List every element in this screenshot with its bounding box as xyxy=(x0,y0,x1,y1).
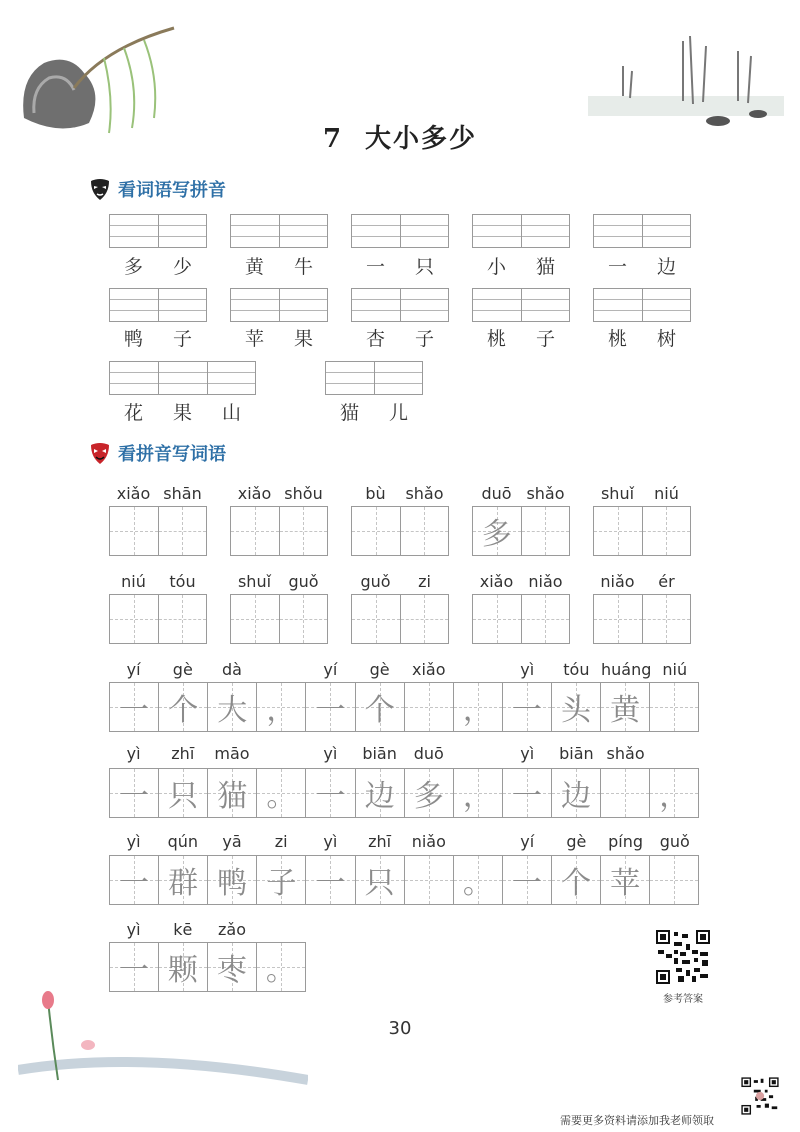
guide-char: 黄 xyxy=(610,693,641,728)
vocab-char: 鸭 xyxy=(123,328,143,350)
opera-mask-red-icon xyxy=(88,441,112,465)
pinyin-text: xiǎo xyxy=(412,660,446,679)
grid-divider xyxy=(521,215,522,247)
tianzige-box[interactable] xyxy=(208,769,257,817)
guide-char: 一 xyxy=(315,779,346,814)
pinyin-text: shǎo xyxy=(606,744,645,763)
pinyin-text: zi xyxy=(418,572,431,591)
qr-label: 参考答案 xyxy=(663,994,703,1005)
guide-char: 。 xyxy=(266,779,297,814)
grid-divider xyxy=(207,362,208,394)
guide-char: 一 xyxy=(511,693,542,728)
guide-char: 苹 xyxy=(610,866,641,901)
section-heading-text: 看词语写拼音 xyxy=(118,180,226,201)
pinyin-text: guǒ xyxy=(659,832,690,851)
vocab-word xyxy=(351,324,449,351)
pinyin-writing-grid[interactable] xyxy=(230,214,328,248)
guide-char: 只 xyxy=(364,866,395,901)
lesson-title xyxy=(0,118,800,155)
section-heading-look-pinyin xyxy=(88,440,226,466)
qr-code-icon[interactable] xyxy=(740,1076,780,1116)
vocab-char: 桃 xyxy=(486,328,506,350)
vocab-word xyxy=(593,252,691,279)
pinyin-text: yì xyxy=(126,832,141,851)
section-heading-text: 看拼音写词语 xyxy=(118,444,226,465)
tianzige-box[interactable] xyxy=(257,683,306,731)
pinyin-text: shǎo xyxy=(405,484,444,503)
tianzige-box[interactable] xyxy=(650,856,698,904)
qr-code-icon[interactable] xyxy=(654,928,712,986)
pinyin-text: yì xyxy=(520,744,535,763)
vocab-word xyxy=(109,252,207,279)
tianzige-word-boxes[interactable] xyxy=(230,594,328,644)
pinyin-writing-grid[interactable] xyxy=(472,288,570,322)
vocab-word xyxy=(325,398,423,425)
vocab-char: 边 xyxy=(656,256,676,278)
tianzige-box[interactable] xyxy=(159,507,207,555)
tianzige-box[interactable] xyxy=(231,507,280,555)
pinyin-text: niú xyxy=(121,572,146,591)
guide-char: 边 xyxy=(561,779,592,814)
grid-divider xyxy=(158,362,159,394)
pinyin-text: guǒ xyxy=(288,572,319,591)
tianzige-box[interactable] xyxy=(208,943,257,991)
tianzige-box[interactable] xyxy=(522,595,570,643)
tianzige-word-boxes[interactable] xyxy=(109,594,207,644)
pinyin-text: dà xyxy=(222,660,242,679)
tianzige-box[interactable] xyxy=(280,595,328,643)
vocab-char: 猫 xyxy=(339,402,359,424)
pinyin-text: qún xyxy=(167,832,198,851)
pinyin-text: yí xyxy=(520,832,535,851)
lesson-title-text: 大小多少 xyxy=(365,124,478,154)
vocab-word xyxy=(109,324,207,351)
pinyin-text: bù xyxy=(365,484,386,503)
tianzige-box[interactable] xyxy=(552,683,601,731)
vocab-char: 只 xyxy=(414,256,434,278)
pinyin-text: tóu xyxy=(169,572,196,591)
vocab-char: 小 xyxy=(486,256,506,278)
vocab-char: 桃 xyxy=(607,328,627,350)
tianzige-box[interactable] xyxy=(159,683,208,731)
tianzige-sentence-boxes[interactable] xyxy=(109,855,699,905)
pinyin-text: māo xyxy=(214,744,250,763)
vocab-char: 牛 xyxy=(293,256,313,278)
grid-divider xyxy=(521,289,522,321)
pinyin-text: yí xyxy=(323,660,338,679)
guide-char: ， xyxy=(462,693,493,728)
pinyin-text: yì xyxy=(323,832,338,851)
tianzige-box[interactable] xyxy=(601,769,650,817)
pinyin-text: niǎo xyxy=(528,572,563,591)
vocab-char: 少 xyxy=(172,256,192,278)
pinyin-text: gè xyxy=(566,832,587,851)
guide-char: ， xyxy=(266,693,297,728)
tianzige-box[interactable] xyxy=(454,683,503,731)
tianzige-box[interactable] xyxy=(643,595,691,643)
opera-mask-icon xyxy=(88,177,112,201)
tianzige-box[interactable] xyxy=(356,856,405,904)
pinyin-text: duō xyxy=(413,744,444,763)
guide-char: ， xyxy=(659,779,690,814)
tianzige-box[interactable] xyxy=(352,595,401,643)
grid-divider xyxy=(400,215,401,247)
tianzige-box[interactable] xyxy=(110,683,159,731)
tianzige-sentence-boxes[interactable] xyxy=(109,942,306,992)
pinyin-writing-grid[interactable] xyxy=(472,214,570,248)
guide-char: 枣 xyxy=(216,953,247,988)
pinyin-writing-grid[interactable] xyxy=(109,288,207,322)
pinyin-text: biān xyxy=(362,744,397,763)
tianzige-word-boxes[interactable] xyxy=(472,506,570,556)
tianzige-box[interactable] xyxy=(454,856,503,904)
tianzige-box[interactable] xyxy=(110,769,159,817)
vocab-char: 果 xyxy=(293,328,313,350)
pinyin-text: zhī xyxy=(171,744,195,763)
vocab-char: 儿 xyxy=(388,402,408,424)
vocab-word xyxy=(230,252,328,279)
pinyin-text: duō xyxy=(481,484,512,503)
tianzige-box[interactable] xyxy=(352,507,401,555)
vocab-char: 山 xyxy=(221,402,241,424)
pinyin-text: xiǎo xyxy=(479,572,514,591)
pinyin-writing-grid[interactable] xyxy=(593,288,691,322)
pinyin-text: xiǎo xyxy=(237,484,272,503)
tianzige-box[interactable] xyxy=(401,595,449,643)
section-heading-look-words xyxy=(88,176,226,202)
guide-char: 一 xyxy=(315,693,346,728)
pinyin-text: biān xyxy=(559,744,594,763)
vocab-word xyxy=(593,324,691,351)
tianzige-box[interactable] xyxy=(405,683,454,731)
pinyin-text: huáng xyxy=(601,660,652,679)
guide-char: 。 xyxy=(265,953,296,988)
tianzige-box[interactable] xyxy=(280,507,328,555)
grid-divider xyxy=(400,289,401,321)
pinyin-writing-grid[interactable] xyxy=(593,214,691,248)
guide-char: 头 xyxy=(561,693,592,728)
guide-char: 一 xyxy=(315,866,346,901)
tianzige-box[interactable] xyxy=(257,943,305,991)
guide-char: 颗 xyxy=(167,953,198,988)
tianzige-box[interactable] xyxy=(454,769,503,817)
tianzige-word-boxes[interactable] xyxy=(472,594,570,644)
vocab-char: 一 xyxy=(607,256,627,278)
tianzige-box[interactable] xyxy=(552,856,601,904)
vocab-char: 子 xyxy=(414,328,434,350)
pinyin-text: niǎo xyxy=(411,832,446,851)
grid-divider xyxy=(158,215,159,247)
lesson-number: 7 xyxy=(322,124,344,154)
pinyin-text: niǎo xyxy=(600,572,635,591)
pinyin-text: niú xyxy=(654,484,679,503)
grid-divider xyxy=(279,215,280,247)
tianzige-box[interactable] xyxy=(601,856,650,904)
guide-char: 猫 xyxy=(217,779,248,814)
guide-char: 个 xyxy=(561,866,592,901)
pinyin-text: yì xyxy=(520,660,535,679)
guide-char: 群 xyxy=(168,866,199,901)
pinyin-text: yì xyxy=(126,744,141,763)
tianzige-box[interactable] xyxy=(208,683,257,731)
pinyin-text: shuǐ xyxy=(237,572,272,591)
guide-char: 个 xyxy=(364,693,395,728)
vocab-word xyxy=(472,324,570,351)
pinyin-writing-grid[interactable] xyxy=(351,288,449,322)
tianzige-sentence-boxes[interactable] xyxy=(109,682,699,732)
guide-char: 大 xyxy=(217,693,248,728)
tianzige-sentence-boxes[interactable] xyxy=(109,768,699,818)
pinyin-text: yì xyxy=(323,744,338,763)
guide-char: 子 xyxy=(266,866,297,901)
guide-char: 一 xyxy=(119,866,150,901)
pinyin-text: zi xyxy=(274,832,288,851)
pinyin-text: niú xyxy=(662,660,688,679)
tianzige-box[interactable] xyxy=(601,683,650,731)
vocab-word xyxy=(472,252,570,279)
tianzige-box[interactable] xyxy=(405,769,454,817)
guide-char: 一 xyxy=(119,693,150,728)
pinyin-text: guǒ xyxy=(360,572,391,591)
pinyin-text: ér xyxy=(658,572,675,591)
guide-char: 多 xyxy=(481,517,512,552)
pinyin-text: tóu xyxy=(563,660,590,679)
vocab-char: 杏 xyxy=(365,328,385,350)
tianzige-box[interactable] xyxy=(552,769,601,817)
tianzige-box[interactable] xyxy=(356,769,405,817)
tianzige-box[interactable] xyxy=(473,595,522,643)
tianzige-box[interactable] xyxy=(650,769,698,817)
tianzige-box[interactable] xyxy=(503,856,552,904)
vocab-char: 黄 xyxy=(244,256,264,278)
tianzige-box[interactable] xyxy=(110,595,159,643)
tianzige-box[interactable] xyxy=(159,856,208,904)
pinyin-text: yì xyxy=(126,920,141,939)
pinyin-text: shǒu xyxy=(284,484,323,503)
pinyin-text: shǎo xyxy=(526,484,565,503)
vocab-char: 花 xyxy=(123,402,143,424)
pinyin-writing-grid[interactable] xyxy=(230,288,328,322)
pinyin-writing-grid[interactable] xyxy=(109,361,256,395)
guide-char: 。 xyxy=(462,866,493,901)
pinyin-text: zǎo xyxy=(217,920,246,939)
tianzige-box[interactable] xyxy=(257,856,306,904)
tianzige-box[interactable] xyxy=(110,507,159,555)
vocab-word xyxy=(230,324,328,351)
guide-char: 多 xyxy=(413,779,444,814)
pinyin-text: yā xyxy=(222,832,242,851)
vocab-char: 子 xyxy=(535,328,555,350)
pinyin-text: yí xyxy=(126,660,141,679)
guide-char: 个 xyxy=(168,693,199,728)
pinyin-text: shuǐ xyxy=(600,484,635,503)
tianzige-box[interactable] xyxy=(110,856,159,904)
guide-char: 一 xyxy=(511,866,542,901)
grid-divider xyxy=(374,362,375,394)
vocab-word xyxy=(109,398,256,425)
guide-char: 一 xyxy=(118,953,149,988)
guide-char: 只 xyxy=(168,779,199,814)
tianzige-word-boxes[interactable] xyxy=(230,506,328,556)
tianzige-word-boxes[interactable] xyxy=(351,506,449,556)
guide-char: ， xyxy=(462,779,493,814)
vocab-char: 果 xyxy=(172,402,192,424)
tianzige-box[interactable] xyxy=(257,769,306,817)
footer-note: 需要更多资料请添加我老师领取 xyxy=(560,1114,714,1127)
grid-divider xyxy=(642,289,643,321)
pinyin-writing-grid[interactable] xyxy=(325,361,423,395)
tianzige-box[interactable] xyxy=(159,595,207,643)
pinyin-writing-grid[interactable] xyxy=(109,214,207,248)
vocab-char: 一 xyxy=(365,256,385,278)
pinyin-text: gè xyxy=(172,660,193,679)
tianzige-box[interactable] xyxy=(356,683,405,731)
pinyin-text: kē xyxy=(173,920,193,939)
tianzige-box[interactable] xyxy=(208,856,257,904)
tianzige-box[interactable] xyxy=(594,595,643,643)
tianzige-box[interactable] xyxy=(231,595,280,643)
tianzige-box[interactable] xyxy=(306,856,355,904)
vocab-char: 子 xyxy=(172,328,192,350)
tianzige-box[interactable] xyxy=(306,769,355,817)
page-number: 30 xyxy=(388,1018,412,1039)
tianzige-word-boxes[interactable] xyxy=(109,506,207,556)
tianzige-word-boxes[interactable] xyxy=(593,506,691,556)
lotus-illustration xyxy=(18,990,308,1090)
grid-divider xyxy=(642,215,643,247)
tianzige-box[interactable] xyxy=(522,507,570,555)
tianzige-box[interactable] xyxy=(110,943,159,991)
tianzige-box[interactable] xyxy=(503,683,552,731)
tianzige-box[interactable] xyxy=(650,683,698,731)
guide-char: 一 xyxy=(119,779,150,814)
tianzige-box[interactable] xyxy=(401,507,449,555)
vocab-char: 多 xyxy=(123,256,143,278)
pinyin-text: gè xyxy=(369,660,390,679)
tianzige-box[interactable] xyxy=(473,507,522,555)
grid-divider xyxy=(158,289,159,321)
guide-char: 鸭 xyxy=(217,866,248,901)
tianzige-box[interactable] xyxy=(306,683,355,731)
vocab-word xyxy=(351,252,449,279)
tianzige-box[interactable] xyxy=(405,856,454,904)
vocab-char: 猫 xyxy=(535,256,555,278)
tianzige-box[interactable] xyxy=(159,769,208,817)
tianzige-box[interactable] xyxy=(159,943,208,991)
pinyin-text: zhī xyxy=(368,832,392,851)
guide-char: 一 xyxy=(511,779,542,814)
pinyin-text: shān xyxy=(163,484,202,503)
tianzige-box[interactable] xyxy=(594,507,643,555)
tianzige-word-boxes[interactable] xyxy=(593,594,691,644)
guide-char: 边 xyxy=(364,779,395,814)
pinyin-writing-grid[interactable] xyxy=(351,214,449,248)
tianzige-box[interactable] xyxy=(503,769,552,817)
vocab-char: 树 xyxy=(656,328,676,350)
grid-divider xyxy=(279,289,280,321)
tianzige-word-boxes[interactable] xyxy=(351,594,449,644)
pinyin-text: píng xyxy=(608,832,644,851)
vocab-char: 苹 xyxy=(244,328,264,350)
tianzige-box[interactable] xyxy=(643,507,691,555)
pinyin-text: xiǎo xyxy=(116,484,151,503)
